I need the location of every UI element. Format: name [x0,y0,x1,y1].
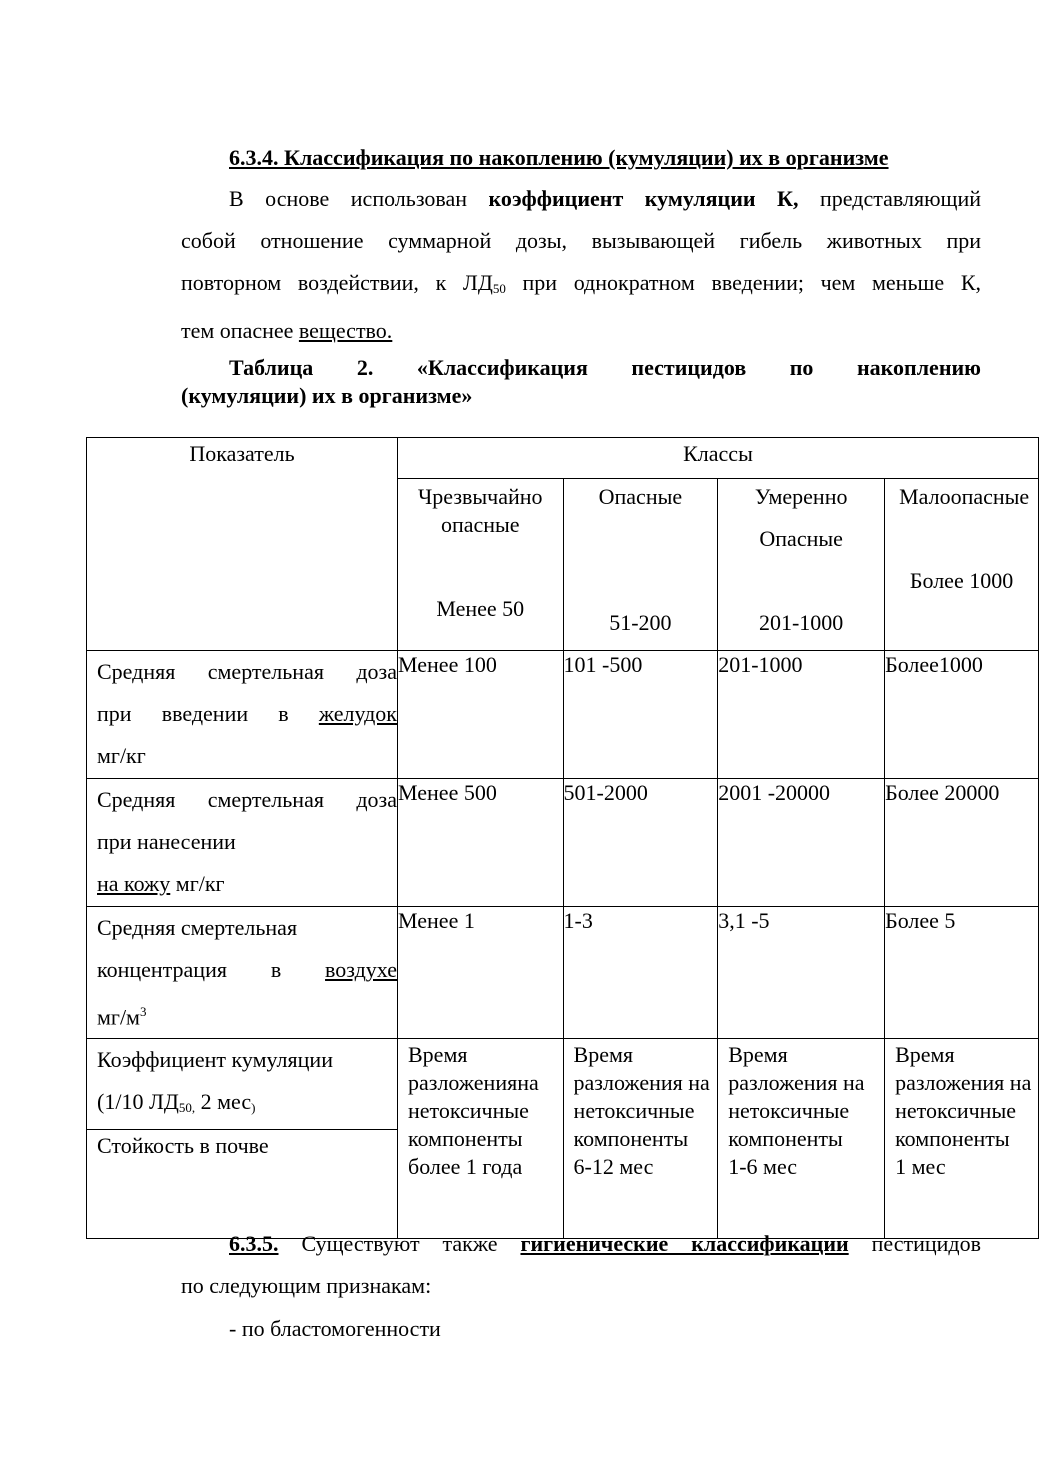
table-caption: Таблица 2. «Классификация пестицидов по накоплению (кумуляции) их в организме» [181,355,981,408]
row-oral-ld-label: Средняя смертельная доза при введении в желудок мг/кг [87,651,398,779]
intro-line-3: повторном воздействии, к $ЛД_{50}$ при однократном введении; чем меньше К, [181,270,982,296]
row-cumulation-label: Коэффициент кумуляции (1/10 $ЛД_{50,}$ 2 мес$_)$ [87,1039,398,1130]
row-soil-persistence-label: Стойкость в почве [87,1130,398,1239]
row-dermal-ld-label: Средняя смертельная доза при нанесении на кожу мг/кг [87,779,398,907]
table-cell: 1-3 [563,907,718,1039]
intro-paragraph [181,178,981,352]
section-heading: 6.3.4. Классификация по накоплению (кумуляции) их в организме [229,145,889,170]
table-cell: 101 -500 [563,651,718,779]
class-moderately-dangerous: Умеренно Опасные 201-1000 [718,479,885,651]
table-cell: Менее 500 [398,779,564,907]
outro-line-1: 6.3.5. Существуют также гигиенические классификации пестицидов [229,1231,981,1256]
decay-cell: Время разложения на нетоксичные компоненты 6-12 мес [563,1039,718,1239]
outro-line-2: по следующим признакам: [181,1273,432,1298]
intro-line-2: собой отношение суммарной дозы, вызывающей гибель животных при [181,228,981,253]
table-cell: Более 5 [885,907,1039,1039]
table-cell: Более1000 [885,651,1039,779]
intro-line-4: тем опаснее вещество. [181,318,393,343]
class-dangerous: Опасные 51-200 [563,479,718,651]
decay-cell: Время разложения на нетоксичные компоненты 1 мес [885,1039,1039,1239]
table-cell: 201-1000 [718,651,885,779]
table-cell: Более 20000 [885,779,1039,907]
class-extremely-dangerous: Чрезвычайно опасные Менее 50 [398,479,564,651]
table-cell: 2001 -20000 [718,779,885,907]
class-low-dangerous: Малоопасные Более 1000 [885,479,1039,651]
row-air-concentration-label: Средняя смертельная концентрация в воздухе $мг/м^3$ [87,907,398,1039]
intro-line-1: В основе использован коэффициент кумуляции К, представляющий [229,186,981,211]
classes-header: Классы [398,438,1039,479]
table-cell: Менее 1 [398,907,564,1039]
indicator-header: Показатель [87,438,398,651]
decay-cell: Время разложенияна нетоксичные компоненты более 1 года [398,1039,564,1239]
decay-cell: Время разложения на нетоксичные компоненты 1-6 мес [718,1039,885,1239]
table-cell: 501-2000 [563,779,718,907]
classification-table [86,437,1039,1239]
table-cell: Менее 100 [398,651,564,779]
outro-line-3: - по бластомогенности [229,1316,441,1341]
table-cell: 3,1 -5 [718,907,885,1039]
